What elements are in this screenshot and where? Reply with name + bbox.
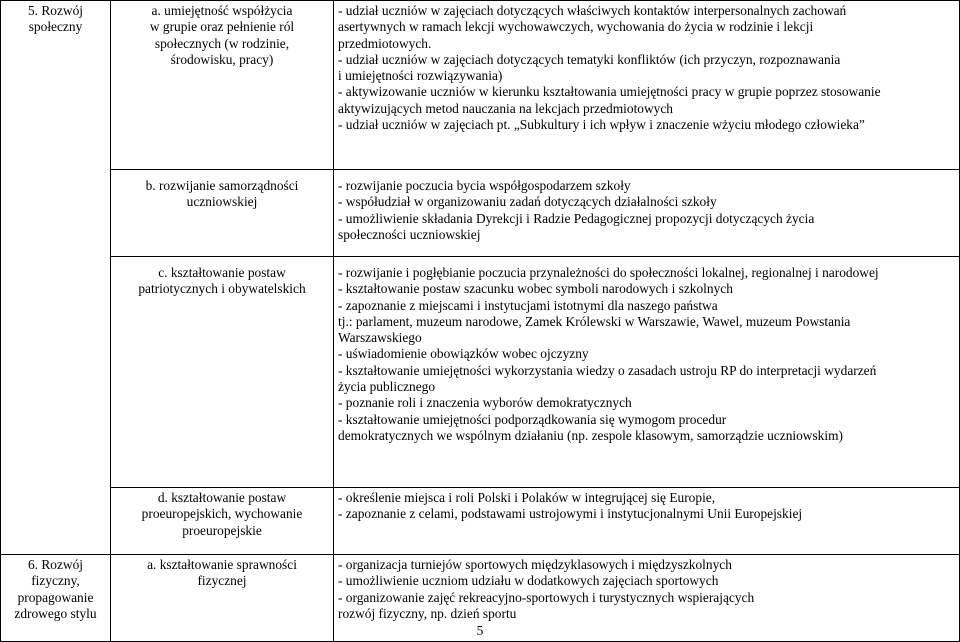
tasks-line: - udział uczniów w zajęciach dotyczących tematyki konfliktów (ich przyczyn, rozpoznawania	[338, 51, 841, 67]
tasks-cell	[334, 488, 960, 555]
tasks-line: - zapoznanie z celami, podstawami ustrojowymi i instytucjonalnymi Unii Europejskiej	[338, 506, 803, 522]
goal-cell	[111, 488, 334, 555]
goal-line: środowisku, pracy)	[170, 51, 274, 67]
development-area-cell	[1, 1, 111, 170]
tasks-line: - poznanie roli i znaczenia wyborów demokratycznych	[338, 395, 632, 411]
tasks-line: - określenie miejsca i roli Polski i Polaków w integrującej się Europie,	[338, 490, 716, 505]
tasks-cell	[334, 257, 960, 488]
tasks-line: - zapoznanie z miejscami i instytucjami istotnymi dla naszego państwa	[338, 297, 718, 313]
tasks-line: - rozwijanie poczucia bycia współgospodarzem szkoły	[338, 178, 631, 193]
goal-cell	[111, 1, 334, 170]
development-area-line: 5. Rozwój	[27, 3, 84, 18]
tasks-line: społeczności uczniowskiej	[338, 226, 481, 242]
tasks-line: - kształtowanie umiejętności podporządkowania się wymogom procedur	[338, 411, 727, 427]
development-area-cell	[1, 488, 111, 555]
goal-line: b. rozwijanie samorządności	[145, 178, 299, 193]
development-area-line: społeczny	[28, 19, 83, 35]
goal-line: a. kształtowanie sprawności	[147, 557, 297, 572]
goal-line: proeuropejskie	[182, 522, 262, 538]
tasks-line: życia publicznego	[338, 379, 436, 395]
table-row	[1, 257, 960, 488]
tasks-cell	[334, 170, 960, 257]
tasks-line: - organizowanie zajęć rekreacyjno-sportowych i turystycznych wspierających	[338, 589, 755, 605]
tasks-line: - rozwijanie i pogłębianie poczucia przynależności do społeczności lokalnej, regionalnej i narodowej	[338, 265, 879, 280]
tasks-line: - umożliwienie uczniom udziału w dodatkowych zajęciach sportowych	[338, 573, 719, 589]
tasks-line: i umiejętności rozwiązywania)	[338, 68, 503, 84]
development-area-line: fizyczny,	[31, 573, 80, 589]
goal-line: a. umiejętność współżycia	[151, 3, 293, 18]
table-row	[1, 170, 960, 257]
tasks-line: - organizacja turniejów sportowych międzyklasowych i międzyszkolnych	[338, 557, 732, 572]
tasks-line: aktywizujących metod nauczania na lekcjach przedmiotowych	[338, 100, 673, 116]
table-row	[1, 488, 960, 555]
page-number: 5	[476, 623, 484, 638]
goal-cell	[111, 170, 334, 257]
goal-line: proeuropejskich, wychowanie	[141, 506, 303, 522]
development-area-line: zdrowego stylu	[14, 605, 97, 621]
tasks-line: - udział uczniów w zajęciach dotyczących właściwych kontaktów interpersonalnych zachowań	[338, 3, 847, 18]
tasks-line: przedmiotowych.	[338, 35, 432, 51]
goal-line: c. kształtowanie postaw	[158, 265, 286, 280]
goal-line: w grupie oraz pełnienie ról	[149, 19, 295, 35]
development-area-line: propagowanie	[17, 589, 94, 605]
tasks-line: - udział uczniów w zajęciach pt. „Subkultury i ich wpływ i znaczenie wżyciu młodego człowieka”	[338, 117, 865, 133]
tasks-line: rozwój fizyczny, np. dzień sportu	[338, 605, 517, 621]
goal-cell	[111, 257, 334, 488]
tasks-cell	[334, 1, 960, 170]
tasks-line: Warszawskiego	[338, 330, 422, 346]
tasks-line: - kształtowanie umiejętności wykorzystania wiedzy o zasadach ustroju RP do interpretacji wydarzeń	[338, 362, 877, 378]
development-area-cell	[1, 257, 111, 488]
tasks-line: - współudział w organizowaniu zadań dotyczących działalności szkoły	[338, 194, 717, 210]
goal-line: fizycznej	[197, 573, 247, 589]
tasks-line: - uświadomienie obowiązków wobec ojczyzny	[338, 346, 589, 362]
goal-line: d. kształtowanie postaw	[157, 490, 287, 505]
tasks-line: - kształtowanie postaw szacunku wobec symboli narodowych i szkolnych	[338, 281, 733, 297]
tasks-line: tj.: parlament, muzeum narodowe, Zamek Królewski w Warszawie, Wawel, muzeum Powstania	[338, 313, 851, 329]
table-row	[1, 1, 960, 170]
tasks-line: demokratycznych we wspólnym działaniu (np. zespole klasowym, samorządzie uczniowskim)	[338, 427, 843, 443]
tasks-line: - umożliwienie składania Dyrekcji i Radzie Pedagogicznej propozycji dotyczących życia	[338, 210, 815, 226]
tasks-line: asertywnych w ramach lekcji wychowawczych, wychowania do życia w rodzinie i lekcji	[338, 19, 814, 35]
tasks-line: - aktywizowanie uczniów w kierunku kształtowania umiejętności pracy w grupie poprzez stosowanie	[338, 84, 881, 100]
development-area-line: 6. Rozwój	[27, 557, 84, 572]
goal-line: patriotycznych i obywatelskich	[138, 281, 306, 297]
goal-line: społecznych (w rodzinie,	[154, 35, 290, 51]
goal-line: uczniowskiej	[186, 194, 258, 210]
development-area-cell	[1, 170, 111, 257]
